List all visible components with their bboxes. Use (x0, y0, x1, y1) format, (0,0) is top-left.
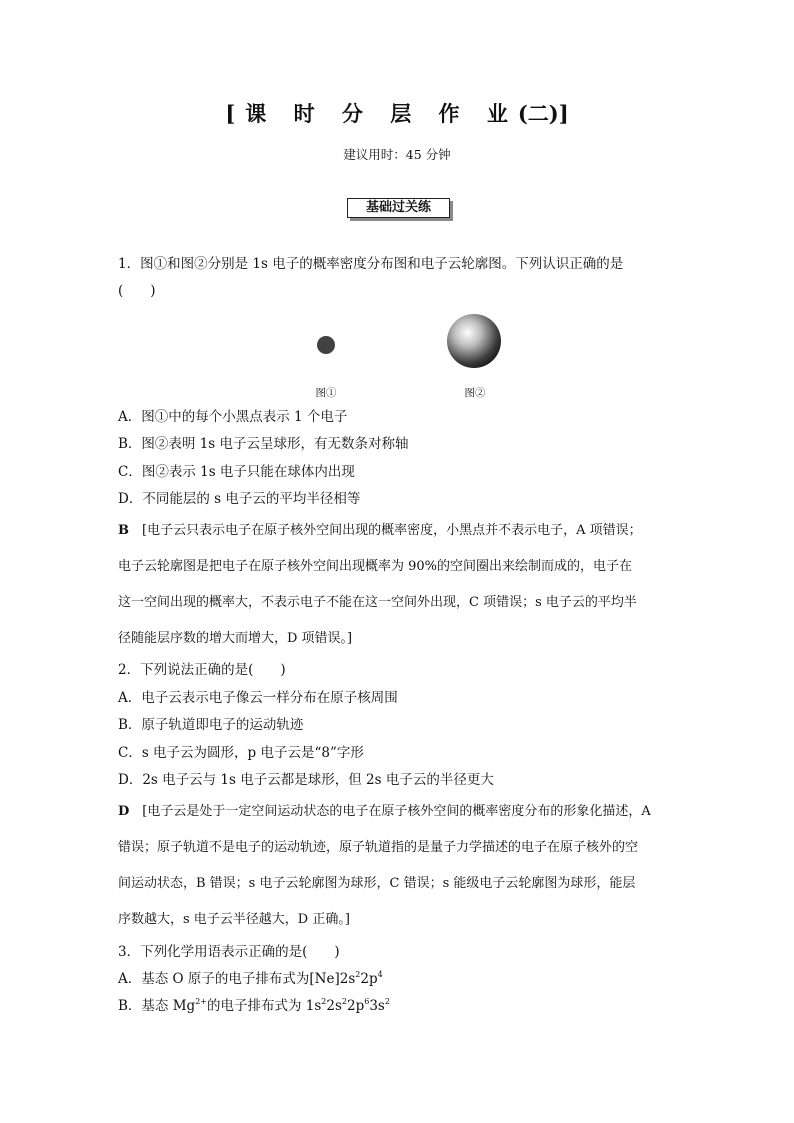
figure1-caption: 图① (315, 387, 337, 399)
q2-answer-line4: 序数越大，s 电子云半径越大，D 正确。] (118, 912, 350, 927)
q3-stem: 3．下列化学用语表示正确的是( ) (118, 944, 340, 960)
q1-option-d: D．不同能层的 s 电子云的平均半径相等 (118, 491, 361, 507)
q1-stem-bracket: ( ) (118, 283, 156, 299)
q2-answer-text: [电子云是处于一定空间运动状态的电子在原子核外空间的概率密度分布的形象化描述，A (142, 804, 651, 819)
q1-answer-line1 (118, 519, 642, 538)
q1-answer-line2: 电子云轮廓图是把电子在原子核外空间出现概率为 90%的空间圈出来绘制而成的，电子在 (118, 559, 633, 574)
q2-answer-line3: 间运动状态，B 错误；s 电子云轮廓图为球形，C 错误；s 能级电子云轮廓图为球形，能层 (118, 876, 636, 891)
q2-option-a: A．电子云表示电子像云一样分布在原子核周围 (118, 690, 398, 706)
figure2-caption: 图② (464, 387, 486, 399)
q2-option-c: C．s 电子云为圆形，p 电子云是“8”字形 (118, 745, 364, 761)
q1-option-c: C．图②表示 1s 电子只能在球体内出现 (118, 464, 355, 480)
q1-answer-letter: B (118, 523, 129, 538)
q1-option-a: A．图①中的每个小黑点表示 1 个电子 (118, 409, 348, 425)
q3-option-a: A．基态 O 原子的电子排布式为$[Ne]2s^22p^4$ (118, 970, 383, 987)
q1-option-b: B．图②表明 1s 电子云呈球形，有无数条对称轴 (118, 436, 409, 452)
q1-answer-line4: 径随能层序数的增大而增大，D 项错误。] (118, 631, 353, 646)
q2-answer-line1 (118, 800, 651, 819)
q3-option-b: B．基态 $Mg^{2+}$的电子排布式为 $1s^22s^22p^63s^2$ (118, 997, 390, 1014)
q2-option-d: D．2s 电子云与 1s 电子云都是球形，但 2s 电子云的半径更大 (118, 772, 494, 788)
q1-answer-text: [电子云只表示电子在原子核外空间出现的概率密度，小黑点并不表示电子，A 项错误； (142, 523, 642, 538)
title-tail: (二)] (517, 101, 569, 126)
title-main: [课 时 分 层 作 业 (225, 101, 518, 126)
time-hint: 建议用时：45 分钟 (343, 147, 451, 162)
figure1-probability-density-dots (296, 314, 356, 376)
q2-option-b: B．原子轨道即电子的运动轨迹 (118, 717, 304, 733)
q2-stem: 2．下列说法正确的是( ) (118, 662, 286, 678)
page-title (0, 98, 794, 128)
q1-answer-line3: 这一空间出现的概率大，不表示电子不能在这一空间外出现，C 项错误；s 电子云的平均半 (118, 595, 637, 610)
q2-answer-line2: 错误；原子轨道不是电子的运动轨迹，原子轨道指的是量子力学描述的电子在原子核外的空 (118, 840, 639, 855)
q1-stem: 1．图①和图②分别是 1s 电子的概率密度分布图和电子云轮廓图。下列认识正确的是 (118, 256, 624, 272)
q2-answer-letter: D (118, 804, 130, 819)
figure2-electron-cloud-sphere (446, 313, 502, 369)
section-label: 基础过关练 (347, 198, 450, 218)
